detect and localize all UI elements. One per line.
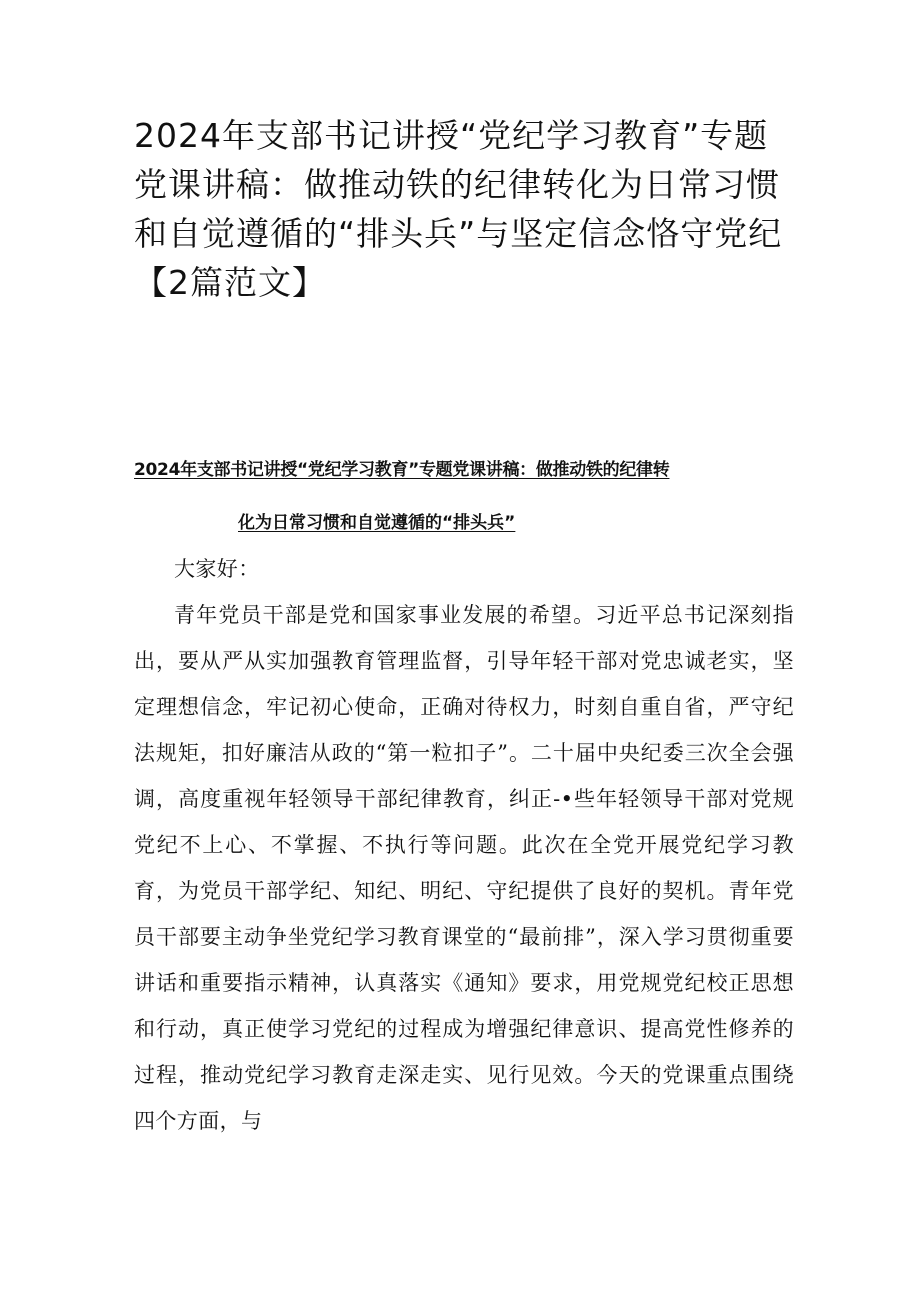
cover-title: 2024年支部书记讲授“党纪学习教育”专题党课讲稿：做推动铁的纪律转化为日常习惯和自觉遵循的“排头兵”与坚定信念恪守党纪【2篇范文】	[134, 116, 783, 302]
body-paragraph: 青年党员干部是党和国家事业发展的希望。习近平总书记深刻指出，要从严从实加强教育管理监督，引导年轻干部对党忠诚老实，坚定理想信念，牢记初心使命，正确对待权力，时刻自重自省，严守纪法规矩，扣好廉洁从政的“第一粒扣子”。二十届中央纪委三次全会强调，高度重视年轻领导干部纪律教育，纠正-•些年轻领导干部对党规党纪不上心、不掌握、不执行等问题。此次在全党开展党纪学习教育，为党员干部学纪、知纪、明纪、守纪提供了良好的契机。青年党员干部要主动争坐党纪学习教育课堂的“最前排”，深入学习贯彻重要讲话和重要指示精神，认真落实《通知》要求，用党规党纪校正思想和行动，真正使学习党纪的过程成为增强纪律意识、提高党性修养的过程，推动党纪学习教育走深走实、见行见效。今天的党课重点围绕四个方面，与	[134, 603, 794, 1133]
article-heading-line-1: 2024年支部书记讲授“党纪学习教育”专题党课讲稿：做推动铁的纪律转	[134, 460, 670, 480]
article-heading-line-2: 化为日常习惯和自觉遵循的“排头兵”	[238, 513, 516, 533]
article-body	[134, 546, 794, 1144]
greeting: 大家好：	[174, 557, 260, 581]
